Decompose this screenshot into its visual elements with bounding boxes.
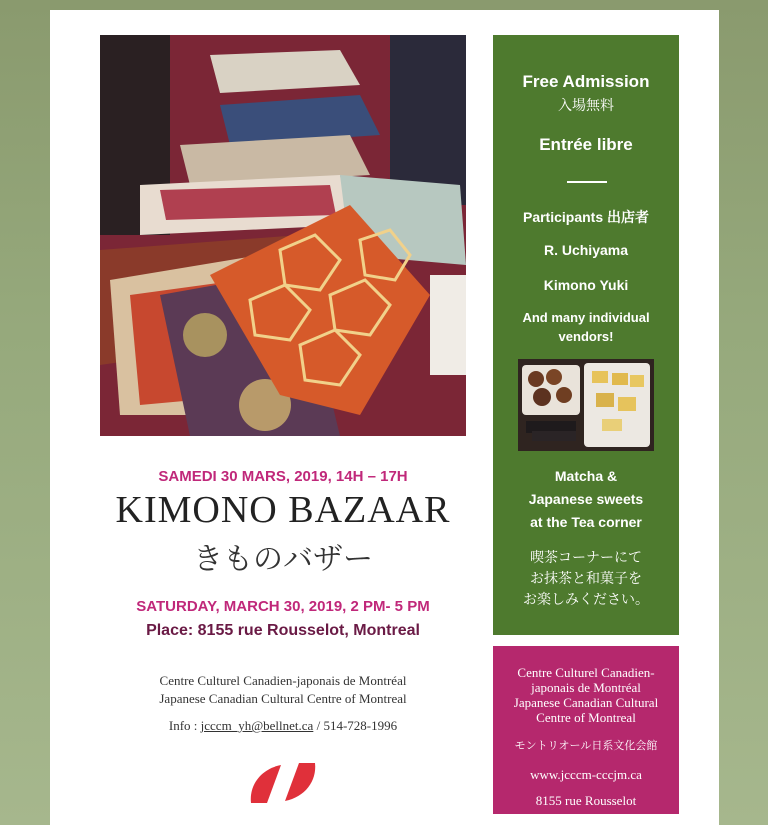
date-french: SAMEDI 30 MARS, 2019, 14H – 17H [158, 468, 408, 485]
centre-name-jp: モントリオール日系文化会館 [514, 739, 658, 752]
centre-name-fr: Centre Culturel Canadien- [517, 665, 655, 680]
event-title-jp: きものバザー [193, 542, 373, 577]
japanese-sweets-photo [518, 359, 654, 451]
info-label: Info : [168, 718, 201, 733]
centre-name-fr: japonais de Montréal [531, 680, 641, 695]
date-english: SATURDAY, MARCH 30, 2019, 2 PM- 5 PM [136, 598, 430, 615]
free-admission-jp-text: 入場無料 [558, 97, 614, 113]
address-text: 8155 rue Rousselot [535, 793, 637, 808]
centre-logo [245, 755, 321, 816]
divider [567, 181, 607, 183]
matcha-text: Japanese sweets [528, 491, 644, 507]
kimono-fabrics-photo [100, 35, 466, 436]
centre-name-en: Japanese Canadian Cultural Centre of Montreal [159, 691, 407, 706]
email-link[interactable]: jcccm_yh@bellnet.ca [200, 718, 314, 733]
poster [50, 10, 719, 825]
centre-name-en: Japanese Canadian Cultural [513, 695, 659, 710]
website-link[interactable]: www.jcccm-cccjm.ca [530, 767, 642, 782]
phone-number: 514-728-1996 [323, 718, 398, 733]
vendor-name: Kimono Yuki [543, 277, 629, 293]
tea-corner-jp-text: お抹茶と和菓子を [530, 570, 642, 586]
event-place: Place: 8155 rue Rousselot, Montreal [146, 622, 420, 639]
matcha-text: at the Tea corner [530, 514, 642, 530]
free-admission-text: Free Admission [522, 72, 650, 91]
centre-name-en: Centre of Montreal [536, 710, 636, 725]
entree-libre-text: Entrée libre [539, 135, 633, 154]
info-panel-green [493, 35, 679, 635]
many-vendors-text: And many individual [522, 310, 650, 325]
centre-names [100, 672, 466, 708]
many-vendors-text: vendors! [558, 329, 614, 344]
contact-info [100, 718, 466, 734]
event-title: KIMONO BAZAAR [115, 489, 451, 531]
tea-corner-jp-text: お楽しみください。 [523, 591, 649, 607]
info-separator: / [313, 718, 324, 733]
tea-corner-jp-text: 喫茶コーナーにて [530, 549, 642, 565]
vendor-name: R. Uchiyama [543, 242, 629, 258]
participants-heading: Participants 出店者 [522, 209, 650, 225]
matcha-text: Matcha & [554, 468, 618, 484]
centre-name-fr: Centre Culturel Canadien-japonais de Montréal [159, 673, 407, 688]
centre-info-panel [493, 646, 679, 814]
